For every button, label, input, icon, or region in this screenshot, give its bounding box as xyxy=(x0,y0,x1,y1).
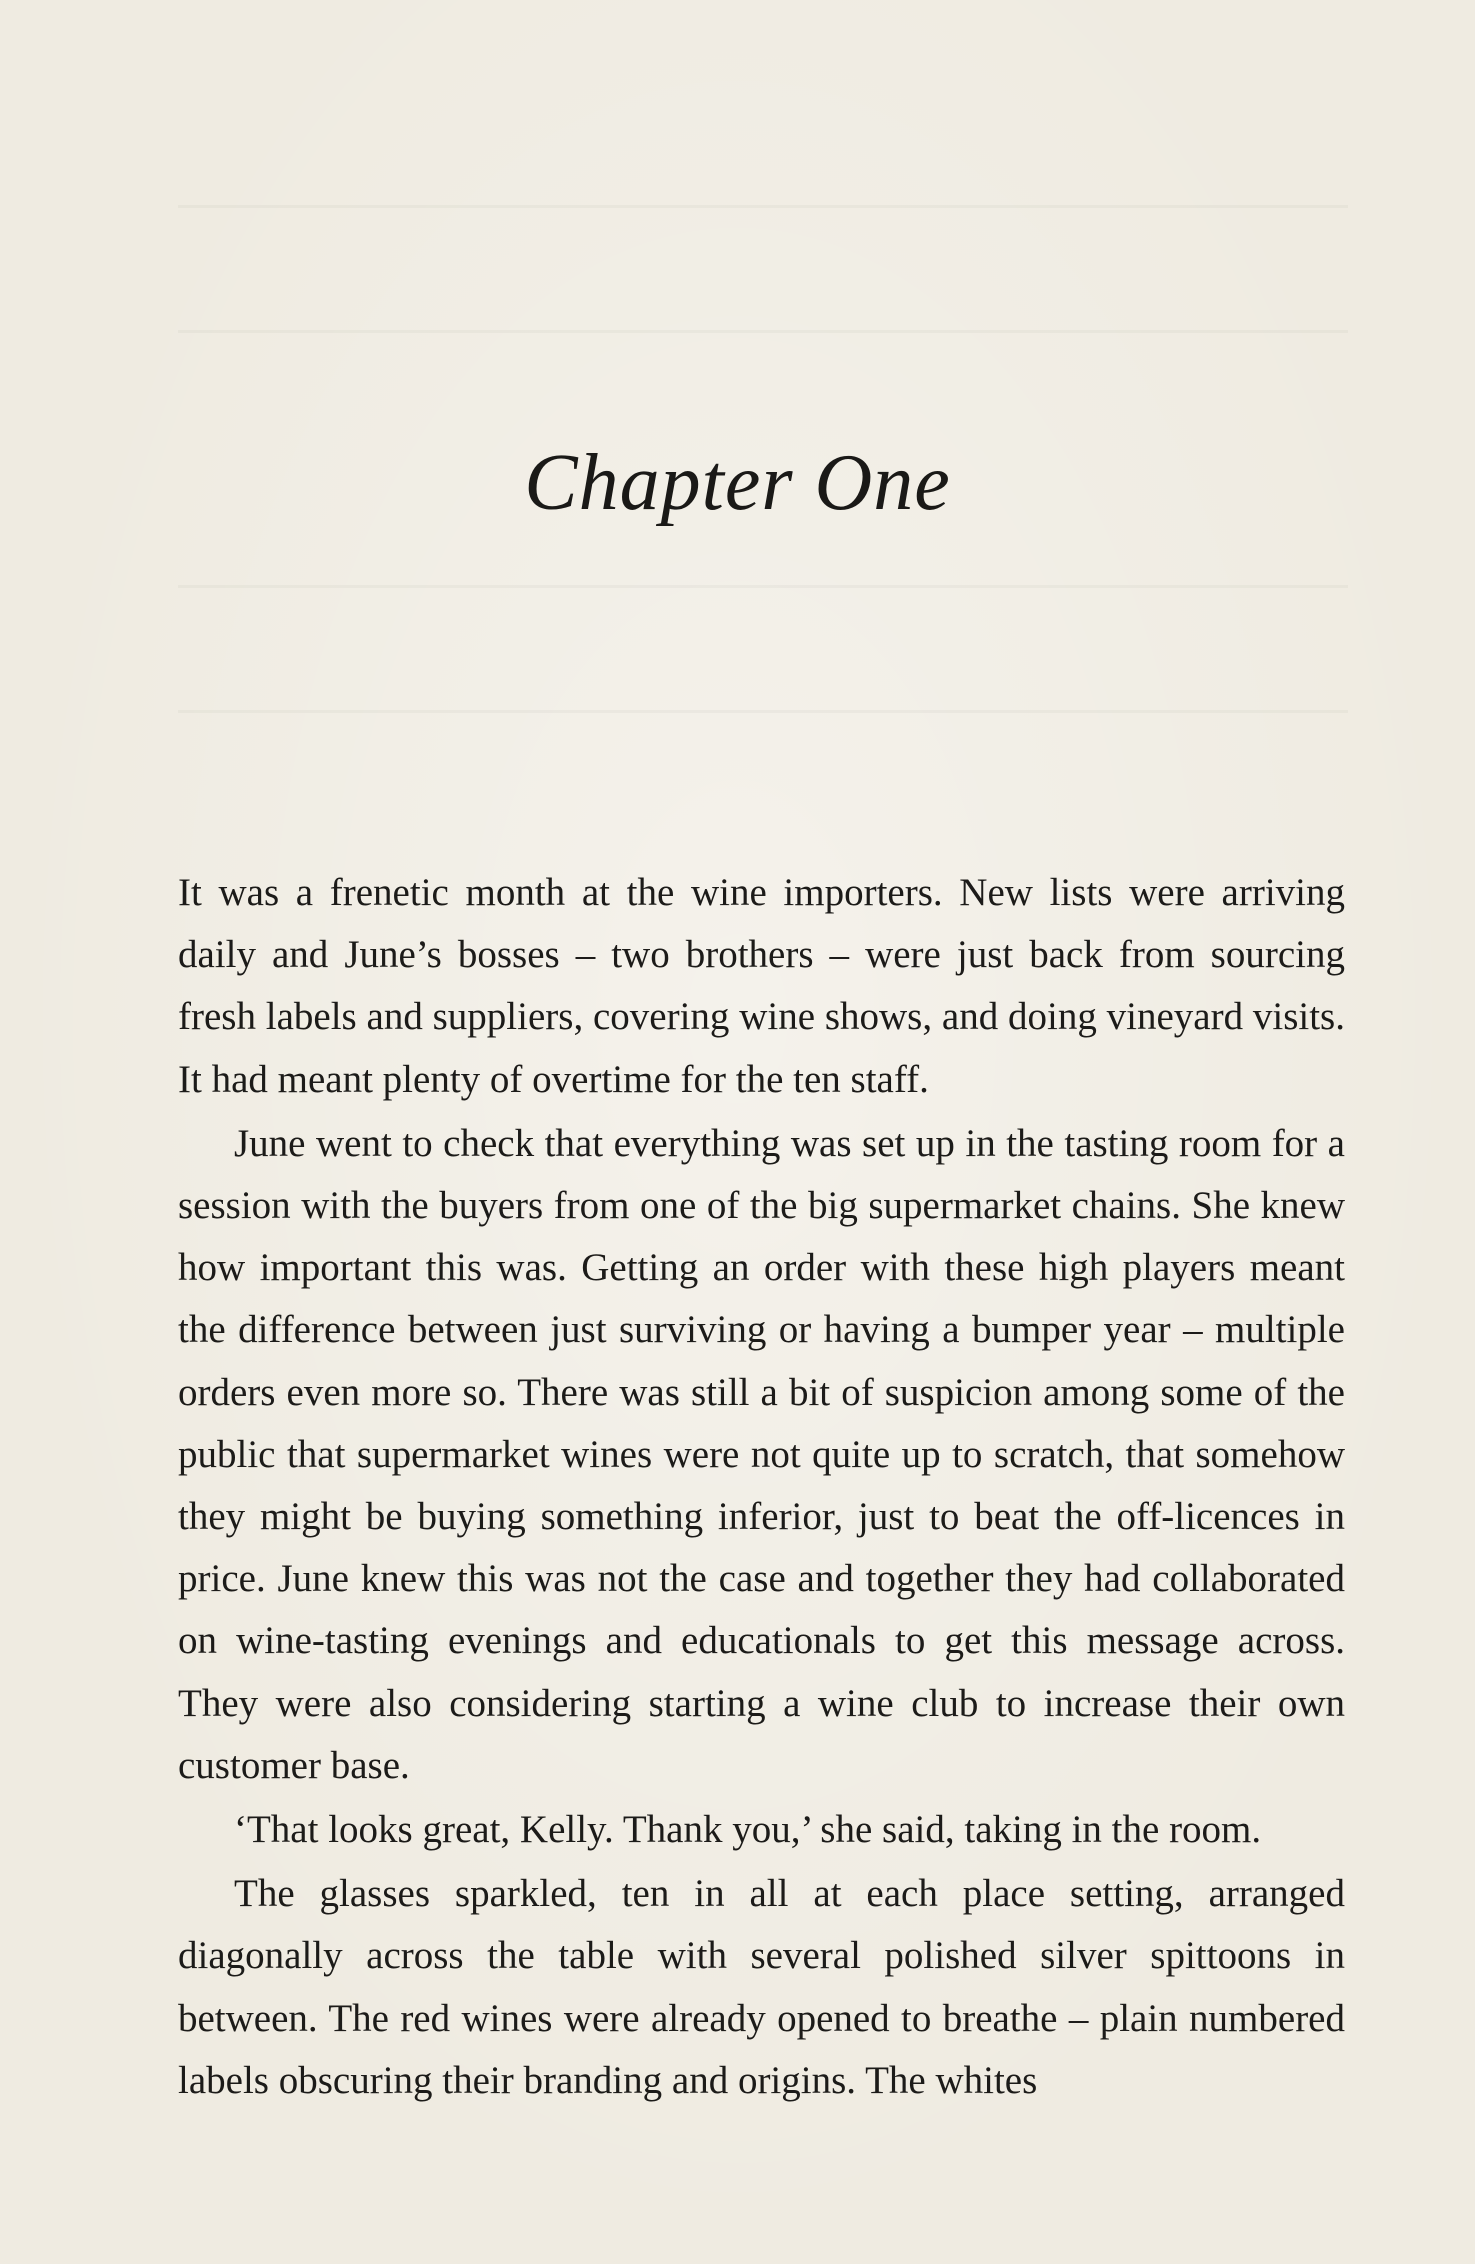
chapter-body xyxy=(178,862,1345,2112)
show-through-line xyxy=(178,330,1348,333)
paragraph: It was a frenetic month at the wine importers. New lists were arriving daily and June’s bosses – two brothers – were just back from sourcing fresh labels and suppliers, covering wine shows, and doing vineyard visits. It had meant plenty of overtime for the ten staff. xyxy=(178,871,1345,1101)
paragraph: ‘That looks great, Kelly. Thank you,’ she said, taking in the room. xyxy=(234,1808,1262,1852)
show-through-line xyxy=(178,585,1348,588)
paragraph: June went to check that everything was set up in the tasting room for a session with the buyers from one of the big supermarket chains. She knew how important this was. Getting an order with these high players meant the difference between just surviving or having a bumper year – multiple orders even more so. There was still a bit of suspicion among some of the public that supermarket wines were not quite up to scratch, that somehow they might be buying something inferior, just to beat the off-licences in price. June knew this was not the case and together they had collaborated on wine-tasting evenings and educationals to get this message across. They were also considering starting a wine club to increase their own customer base. xyxy=(178,1121,1345,1787)
show-through-line xyxy=(178,710,1348,713)
show-through-line xyxy=(178,205,1348,208)
chapter-title: Chapter One xyxy=(524,439,951,527)
paragraph: The glasses sparkled, ten in all at each place setting, arranged diagonally across the table with several polished silver spittoons in between. The red wines were already opened to breathe – plain numbered labels obscuring their branding and origins. The whites xyxy=(178,1872,1345,2102)
